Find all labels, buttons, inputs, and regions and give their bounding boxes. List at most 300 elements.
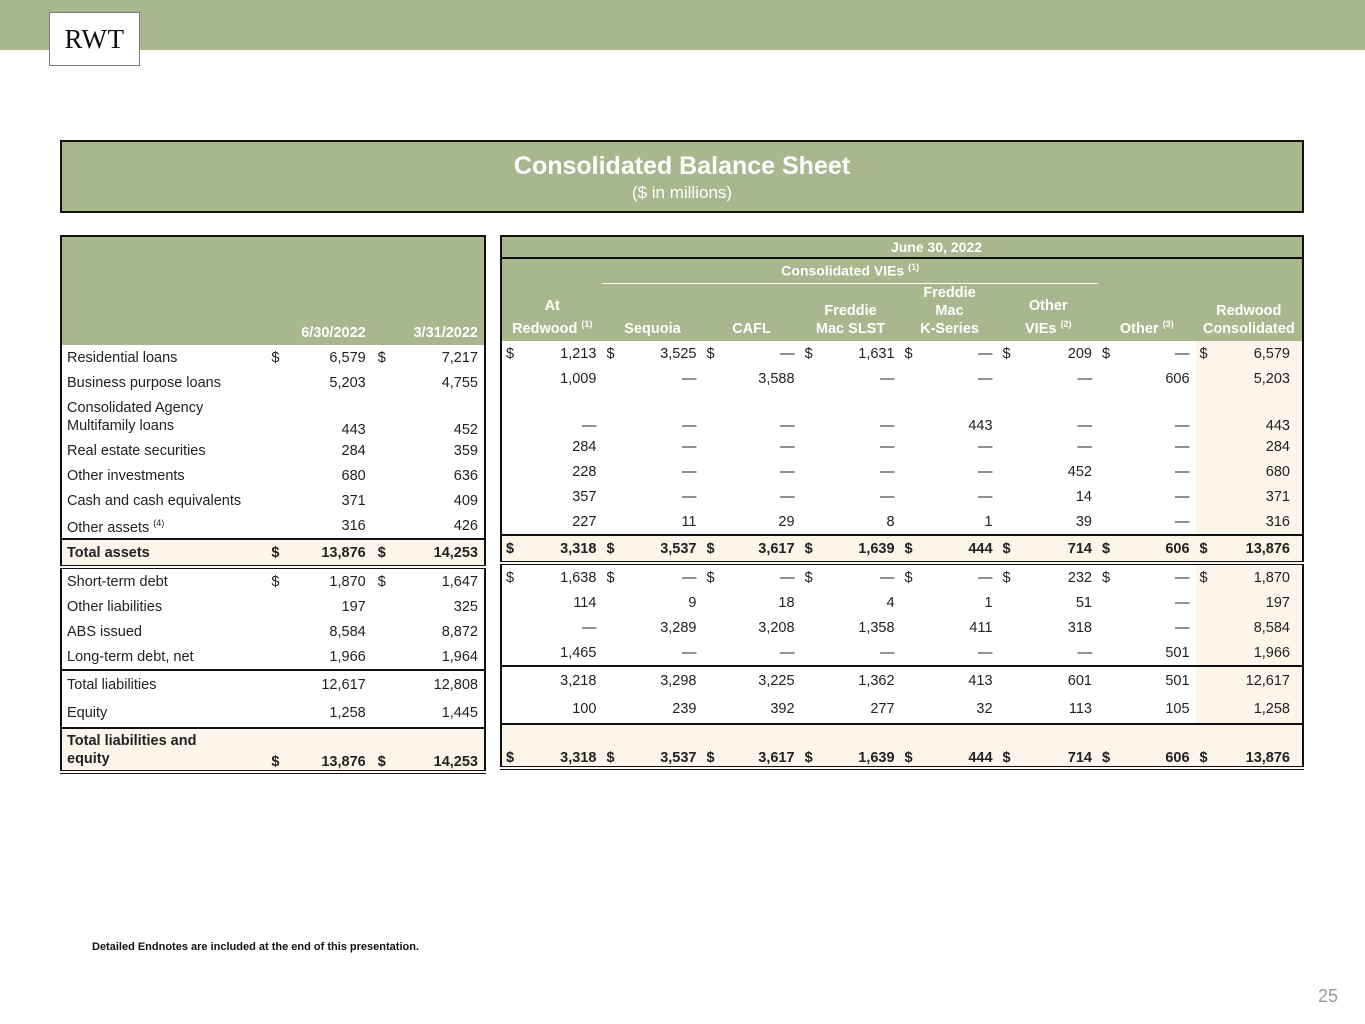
col-header-freddie-mac-k-series: Freddie Mac K-Series	[920, 285, 979, 337]
value-freddie-mac-k-series: 1	[984, 513, 993, 530]
table-row	[61, 488, 485, 513]
currency-symbol	[1196, 590, 1214, 615]
currency-symbol	[801, 615, 819, 640]
value-cafl: 3,617	[720, 535, 800, 563]
currency-symbol	[501, 509, 520, 535]
value-at-redwood: 284	[572, 438, 597, 455]
currency-symbol	[703, 640, 721, 666]
value-at-redwood: 1,638	[560, 569, 597, 586]
currency-symbol	[1098, 366, 1116, 391]
currency-symbol: $	[602, 724, 620, 768]
currency-symbol	[501, 590, 520, 615]
value-freddie-mac-slst: 1,358	[858, 619, 895, 636]
row-label: Other investments	[67, 467, 185, 484]
currency-symbol	[1098, 484, 1116, 509]
currency-symbol: $	[271, 349, 280, 366]
col-header-sequoia: Sequoia	[624, 321, 681, 337]
currency-symbol	[372, 438, 392, 463]
value-at-redwood: 1,213	[560, 345, 597, 362]
currency-symbol	[901, 615, 919, 640]
value-other: 501	[1165, 644, 1190, 661]
col-header-redwood-consolidated: Redwood Consolidated	[1202, 303, 1295, 337]
value-at-redwood: —	[581, 418, 597, 434]
currency-symbol: $	[904, 345, 913, 362]
value-sequoia: —	[682, 569, 697, 586]
currency-symbol	[1196, 484, 1214, 509]
value-other: 606	[1165, 370, 1190, 387]
currency-symbol	[901, 459, 919, 484]
value-other: 606	[1116, 535, 1196, 563]
col-header-other: Other $^{(3)}$	[1119, 319, 1174, 337]
row-label: Short-term debt	[67, 573, 168, 590]
currency-symbol	[999, 640, 1017, 666]
value-sequoia: 11	[681, 513, 697, 530]
currency-symbol	[999, 434, 1017, 459]
table-row	[501, 366, 1303, 391]
value-freddie-mac-slst: —	[880, 488, 895, 505]
currency-symbol	[602, 694, 620, 724]
consolidated-vies-header: Consolidated VIEs $^{(1)}$	[602, 258, 1098, 283]
value-sequoia: 3,298	[620, 666, 702, 694]
value-3-31-2022: 359	[453, 442, 478, 459]
currency-symbol	[801, 366, 819, 391]
value-redwood-consolidated: 8,584	[1213, 615, 1303, 640]
table-row	[501, 724, 1303, 768]
currency-symbol: $	[999, 535, 1017, 563]
value-other: —	[1175, 619, 1190, 636]
value-3-31-2022: 14,253	[392, 539, 485, 567]
currency-symbol	[703, 484, 721, 509]
period-header: June 30, 2022	[501, 236, 1303, 258]
currency-symbol	[801, 459, 819, 484]
value-redwood-consolidated: 13,876	[1213, 724, 1303, 768]
currency-symbol	[901, 694, 919, 724]
value-sequoia: 3,537	[620, 724, 702, 768]
value-3-31-2022: 12,808	[392, 670, 485, 698]
value-6-30-2022: 197	[341, 598, 366, 615]
currency-symbol	[703, 391, 721, 434]
currency-symbol	[372, 370, 392, 395]
col-header-freddie-mac-slst: Freddie Mac SLST	[815, 303, 886, 337]
row-label: Other assets $^{(4)}$	[67, 518, 165, 536]
table-row	[61, 619, 485, 644]
value-freddie-mac-slst: —	[880, 644, 895, 661]
currency-symbol	[372, 644, 392, 670]
currency-symbol	[1196, 391, 1214, 434]
value-sequoia: 3,525	[660, 345, 697, 362]
value-freddie-mac-slst: —	[880, 438, 895, 455]
currency-symbol	[801, 509, 819, 535]
value-redwood-consolidated: 1,966	[1213, 640, 1303, 666]
value-3-31-2022: 1,964	[441, 648, 478, 665]
currency-symbol: $	[377, 349, 386, 366]
currency-symbol: $	[271, 573, 280, 590]
currency-symbol	[801, 391, 819, 434]
row-label: Real estate securities	[67, 442, 206, 459]
value-other-vies: 601	[1016, 666, 1098, 694]
value-sequoia: —	[682, 370, 697, 387]
currency-symbol	[703, 509, 721, 535]
currency-symbol	[999, 484, 1017, 509]
value-freddie-mac-k-series: —	[978, 345, 993, 362]
value-freddie-mac-k-series: —	[978, 438, 993, 455]
currency-symbol	[1098, 615, 1116, 640]
table-row	[501, 341, 1303, 366]
currency-symbol: $	[501, 724, 520, 768]
value-cafl: 3,617	[720, 724, 800, 768]
value-at-redwood: 227	[572, 513, 597, 530]
value-redwood-consolidated: 13,876	[1213, 535, 1303, 563]
value-freddie-mac-slst: —	[880, 370, 895, 387]
currency-symbol	[999, 694, 1017, 724]
currency-symbol	[901, 391, 919, 434]
currency-symbol	[999, 459, 1017, 484]
value-freddie-mac-k-series: —	[978, 463, 993, 480]
currency-symbol: $	[703, 724, 721, 768]
value-freddie-mac-k-series: 443	[968, 418, 993, 434]
currency-symbol	[265, 698, 285, 728]
table-row	[61, 395, 485, 438]
currency-symbol	[602, 391, 620, 434]
left-header-row	[61, 236, 485, 345]
currency-symbol	[501, 484, 520, 509]
currency-symbol: $	[265, 539, 285, 567]
value-other: 501	[1116, 666, 1196, 694]
currency-symbol	[999, 666, 1017, 694]
value-sequoia: 239	[672, 700, 697, 717]
value-other-vies: 113	[1068, 700, 1092, 717]
currency-symbol: $	[1098, 535, 1116, 563]
value-6-30-2022: 1,966	[329, 648, 366, 665]
currency-symbol: $	[377, 573, 386, 590]
value-at-redwood: —	[581, 619, 597, 636]
value-cafl: 392	[770, 700, 795, 717]
currency-symbol	[1196, 509, 1214, 535]
currency-symbol	[703, 366, 721, 391]
currency-symbol	[372, 670, 392, 698]
table-row	[501, 434, 1303, 459]
currency-symbol	[372, 488, 392, 513]
table-row	[501, 590, 1303, 615]
row-label: Long-term debt, net	[67, 648, 194, 665]
currency-symbol	[265, 513, 285, 539]
currency-symbol: $	[606, 569, 615, 586]
currency-symbol	[1196, 366, 1214, 391]
currency-symbol	[372, 513, 392, 539]
value-at-redwood: 1,009	[560, 370, 597, 387]
row-label: Total assets	[61, 539, 265, 567]
currency-symbol: $	[1101, 569, 1111, 586]
value-other: 606	[1116, 724, 1196, 768]
currency-symbol	[901, 590, 919, 615]
value-redwood-consolidated: 6,579	[1213, 341, 1303, 366]
currency-symbol	[999, 509, 1017, 535]
currency-symbol	[372, 463, 392, 488]
value-other: —	[1175, 345, 1190, 362]
value-3-31-2022: 14,253	[392, 728, 485, 772]
table-row	[61, 513, 485, 539]
period-comparison-table	[60, 235, 486, 774]
currency-symbol	[602, 366, 620, 391]
value-at-redwood: 3,218	[520, 666, 603, 694]
value-redwood-consolidated: 371	[1213, 484, 1303, 509]
currency-symbol	[265, 438, 285, 463]
value-other-vies: 452	[1067, 463, 1092, 480]
value-freddie-mac-slst: 1,362	[818, 666, 900, 694]
value-freddie-mac-k-series: 444	[918, 535, 998, 563]
currency-symbol	[703, 434, 721, 459]
value-cafl: 3,588	[758, 370, 795, 387]
value-6-30-2022: 1,258	[329, 704, 366, 721]
row-label: Total liabilities and equity	[61, 728, 265, 772]
currency-symbol	[602, 509, 620, 535]
currency-symbol	[265, 619, 285, 644]
value-freddie-mac-k-series: —	[978, 370, 993, 387]
value-freddie-mac-slst: 1,639	[818, 724, 900, 768]
currency-symbol	[1098, 640, 1116, 666]
currency-symbol: $	[804, 345, 813, 362]
value-6-30-2022: 8,584	[329, 623, 366, 640]
table-row	[61, 728, 485, 772]
table-row	[61, 345, 485, 370]
currency-symbol	[602, 666, 620, 694]
value-other-vies: —	[1077, 644, 1092, 661]
table-row	[61, 698, 485, 728]
currency-symbol: $	[1002, 345, 1011, 362]
value-other: —	[1175, 569, 1190, 586]
currency-symbol	[1098, 434, 1116, 459]
value-3-31-2022: 325	[453, 598, 478, 615]
value-3-31-2022: 1,647	[441, 573, 478, 590]
value-freddie-mac-k-series: 444	[918, 724, 998, 768]
value-at-redwood: 3,318	[520, 535, 603, 563]
value-6-30-2022: 680	[341, 467, 366, 484]
currency-symbol: $	[602, 535, 620, 563]
value-redwood-consolidated: 12,617	[1213, 666, 1303, 694]
value-3-31-2022: 4,755	[441, 374, 478, 391]
col-header-6-30-2022: 6/30/2022	[301, 325, 366, 341]
currency-symbol	[1196, 459, 1214, 484]
value-cafl: 3,208	[758, 619, 795, 636]
value-redwood-consolidated: 1,870	[1213, 563, 1303, 590]
currency-symbol: $	[606, 345, 615, 362]
value-cafl: 29	[778, 513, 795, 530]
currency-symbol	[602, 615, 620, 640]
value-6-30-2022: 1,870	[329, 573, 366, 590]
currency-symbol	[703, 694, 721, 724]
value-freddie-mac-k-series: 413	[918, 666, 998, 694]
table-row	[61, 567, 485, 594]
value-freddie-mac-slst: —	[880, 463, 895, 480]
table-row	[61, 463, 485, 488]
value-6-30-2022: 5,203	[329, 374, 366, 391]
value-freddie-mac-slst: —	[880, 569, 895, 586]
value-freddie-mac-slst: 277	[870, 700, 895, 717]
page-number: 25	[1317, 986, 1338, 1006]
value-3-31-2022: 452	[453, 422, 478, 438]
table-row	[501, 459, 1303, 484]
value-at-redwood: 3,318	[520, 724, 603, 768]
value-other: —	[1175, 438, 1190, 455]
currency-symbol: $	[804, 569, 813, 586]
value-cafl: —	[780, 463, 795, 480]
currency-symbol	[801, 484, 819, 509]
currency-symbol	[372, 594, 392, 619]
currency-symbol	[703, 615, 721, 640]
currency-symbol: $	[1002, 569, 1011, 586]
currency-symbol: $	[901, 535, 919, 563]
table-row	[501, 509, 1303, 535]
currency-symbol	[1196, 694, 1214, 724]
currency-symbol	[801, 666, 819, 694]
value-sequoia: 9	[688, 594, 697, 611]
value-3-31-2022: 8,872	[441, 623, 478, 640]
value-3-31-2022: 636	[453, 467, 478, 484]
currency-symbol	[703, 459, 721, 484]
value-other-vies: 714	[1016, 535, 1098, 563]
currency-symbol	[265, 370, 285, 395]
currency-symbol	[801, 694, 819, 724]
currency-symbol	[901, 640, 919, 666]
value-redwood-consolidated: 5,203	[1213, 366, 1303, 391]
value-at-redwood: 100	[572, 700, 597, 717]
currency-symbol	[602, 459, 620, 484]
endnotes-footnote: Detailed Endnotes are included at the end of this presentation.	[92, 941, 419, 953]
currency-symbol: $	[265, 728, 285, 772]
currency-symbol: $	[801, 724, 819, 768]
currency-symbol	[1098, 590, 1116, 615]
col-header-other-vies: Other VIEs $^{(2)}$	[1025, 298, 1072, 337]
value-6-30-2022: 371	[341, 492, 366, 509]
value-other-vies: 39	[1075, 513, 1092, 530]
currency-symbol	[999, 590, 1017, 615]
currency-symbol	[265, 594, 285, 619]
currency-symbol: $	[801, 535, 819, 563]
value-other: —	[1175, 488, 1190, 505]
value-cafl: —	[780, 418, 795, 434]
currency-symbol: $	[1101, 345, 1111, 362]
currency-symbol	[265, 463, 285, 488]
table-row	[501, 535, 1303, 563]
table-row	[61, 438, 485, 463]
value-redwood-consolidated: 1,258	[1213, 694, 1303, 724]
table-row	[61, 370, 485, 395]
currency-symbol	[999, 615, 1017, 640]
currency-symbol	[265, 395, 285, 438]
header-bar	[0, 0, 1365, 50]
currency-symbol: $	[706, 345, 715, 362]
currency-symbol: $	[1196, 535, 1214, 563]
value-3-31-2022: 426	[453, 517, 478, 534]
right-header-row	[501, 283, 1303, 341]
currency-symbol: $	[501, 535, 520, 563]
value-redwood-consolidated: 680	[1213, 459, 1303, 484]
value-3-31-2022: 1,445	[441, 704, 478, 721]
currency-symbol	[801, 590, 819, 615]
currency-symbol	[901, 666, 919, 694]
value-other-vies: 318	[1067, 619, 1092, 636]
currency-symbol	[372, 698, 392, 728]
currency-symbol	[501, 666, 520, 694]
currency-symbol	[901, 366, 919, 391]
value-other: —	[1175, 513, 1190, 530]
currency-symbol: $	[1196, 724, 1214, 768]
value-redwood-consolidated: 443	[1213, 391, 1303, 434]
value-freddie-mac-slst: 4	[886, 594, 895, 611]
value-cafl: —	[780, 438, 795, 455]
currency-symbol	[901, 509, 919, 535]
currency-symbol	[901, 434, 919, 459]
row-label: Cash and cash equivalents	[67, 492, 242, 509]
table-row	[501, 666, 1303, 694]
currency-symbol	[801, 640, 819, 666]
currency-symbol	[703, 666, 721, 694]
currency-symbol	[372, 395, 392, 438]
value-other-vies: 232	[1067, 569, 1092, 586]
row-label: Residential loans	[67, 349, 178, 366]
value-other: —	[1175, 418, 1190, 434]
currency-symbol	[501, 694, 520, 724]
col-header-at-redwood: At Redwood $^{(1)}$	[512, 298, 593, 337]
value-3-31-2022: 409	[453, 492, 478, 509]
value-freddie-mac-k-series: 1	[984, 594, 993, 611]
currency-symbol	[1098, 666, 1116, 694]
currency-symbol	[501, 434, 520, 459]
currency-symbol	[999, 366, 1017, 391]
value-freddie-mac-k-series: 32	[976, 700, 993, 717]
currency-symbol	[1196, 434, 1214, 459]
currency-symbol: $	[703, 535, 721, 563]
segment-breakdown-table	[500, 235, 1304, 770]
value-freddie-mac-slst: 8	[886, 513, 895, 530]
table-row	[61, 644, 485, 670]
value-sequoia: —	[682, 418, 697, 434]
currency-symbol: $	[506, 569, 515, 586]
currency-symbol	[1098, 459, 1116, 484]
row-label: Equity	[67, 704, 108, 721]
value-freddie-mac-slst: 1,631	[858, 345, 895, 362]
value-sequoia: —	[682, 488, 697, 505]
value-other-vies: —	[1077, 370, 1092, 387]
company-logo: RWT	[49, 12, 140, 66]
value-freddie-mac-slst: —	[880, 418, 895, 434]
value-6-30-2022: 443	[341, 422, 366, 438]
currency-symbol: $	[999, 724, 1017, 768]
currency-symbol	[265, 670, 285, 698]
value-other-vies: —	[1077, 438, 1092, 455]
table-row	[61, 594, 485, 619]
value-cafl: —	[780, 488, 795, 505]
currency-symbol	[901, 484, 919, 509]
value-cafl: —	[780, 644, 795, 661]
currency-symbol	[703, 590, 721, 615]
value-other-vies: 209	[1067, 345, 1092, 362]
value-sequoia: 3,537	[620, 535, 702, 563]
currency-symbol	[1196, 615, 1214, 640]
value-6-30-2022: 284	[341, 442, 366, 459]
table-row	[61, 670, 485, 698]
value-other-vies: 714	[1016, 724, 1098, 768]
value-sequoia: —	[682, 463, 697, 480]
row-label: Business purpose loans	[67, 374, 221, 391]
currency-symbol	[501, 459, 520, 484]
value-other: —	[1175, 463, 1190, 480]
table-row	[501, 484, 1303, 509]
col-header-cafl: CAFL	[732, 321, 771, 337]
value-6-30-2022: 12,617	[285, 670, 372, 698]
currency-symbol: $	[706, 569, 715, 586]
row-label: Consolidated Agency Multifamily loans	[67, 399, 204, 434]
